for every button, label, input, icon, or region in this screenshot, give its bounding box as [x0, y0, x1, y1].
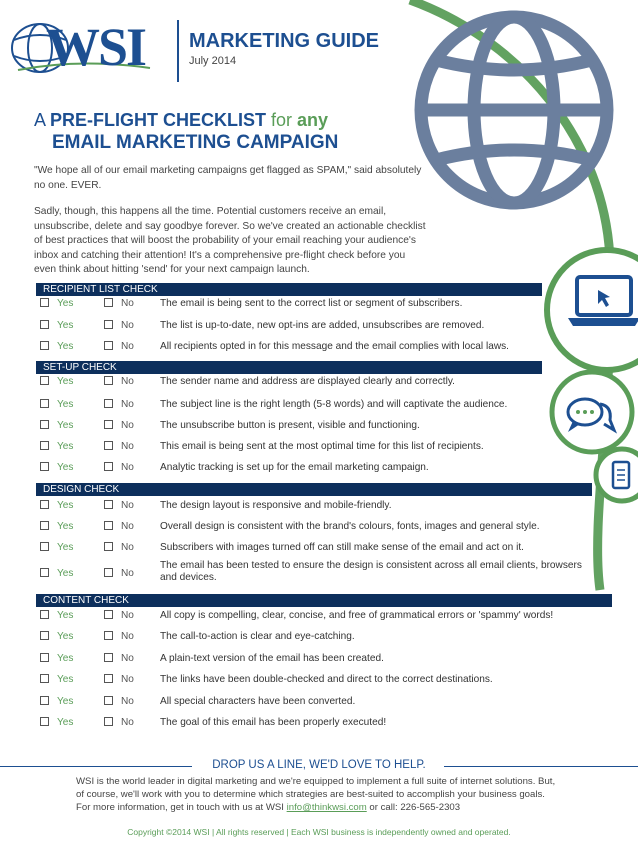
- checkbox-icon[interactable]: [40, 462, 49, 471]
- no-label: No: [121, 420, 134, 431]
- yes-label: Yes: [57, 399, 74, 410]
- checklist-row: [40, 372, 600, 392]
- copyright: Copyright ©2014 WSI | All rights reserved | Each WSI business is independently owned and operated.: [127, 827, 511, 837]
- yes-option[interactable]: [40, 670, 73, 690]
- yes-label: Yes: [57, 542, 74, 553]
- section-header: DESIGN CHECK: [36, 483, 592, 496]
- no-option[interactable]: [104, 294, 134, 314]
- checklist-row: [40, 517, 600, 537]
- globe-icon: [421, 17, 607, 203]
- checkbox-icon[interactable]: [40, 376, 49, 385]
- checklist-row: [40, 649, 600, 669]
- checklist-row: [40, 395, 600, 415]
- checklist-item-text: This email is being sent at the most optimal time for this list of recipients.: [160, 441, 484, 452]
- intro-quote: "We hope all of our email marketing campaigns get flagged as SPAM," said absolutely no one. EVER.: [34, 165, 422, 191]
- no-option[interactable]: [104, 416, 134, 436]
- headline-any: any: [297, 110, 329, 130]
- yes-option[interactable]: [40, 517, 73, 537]
- checklist-item-text: The email has been tested to ensure the design is consistent across all email clients, browsers and devices.: [160, 560, 582, 583]
- yes-label: Yes: [57, 674, 74, 685]
- checkbox-icon[interactable]: [104, 521, 113, 530]
- no-option[interactable]: [104, 692, 134, 712]
- yes-label: Yes: [57, 696, 74, 707]
- phone-circle: [596, 449, 638, 501]
- yes-option[interactable]: [40, 496, 73, 516]
- yes-option[interactable]: [40, 713, 73, 733]
- checklist-row: [40, 560, 600, 584]
- checkbox-icon[interactable]: [104, 399, 113, 408]
- yes-option[interactable]: [40, 564, 73, 584]
- checklist-item-text: All recipients opted in for this message and the email complies with local laws.: [160, 341, 509, 352]
- no-option[interactable]: [104, 713, 134, 733]
- no-label: No: [121, 462, 134, 473]
- checkbox-icon[interactable]: [40, 420, 49, 429]
- no-label: No: [121, 521, 134, 532]
- checkbox-icon[interactable]: [40, 696, 49, 705]
- checklist-item-text: All special characters have been converted.: [160, 696, 356, 707]
- checkbox-icon[interactable]: [104, 441, 113, 450]
- yes-option[interactable]: [40, 416, 73, 436]
- headline-bold: PRE-FLIGHT CHECKLIST: [50, 110, 267, 130]
- checkbox-icon[interactable]: [104, 298, 113, 307]
- no-option[interactable]: [104, 316, 134, 336]
- section-header: SET-UP CHECK: [36, 361, 542, 374]
- yes-label: Yes: [57, 341, 74, 352]
- footer-phone: or call: 226-565-2303: [366, 802, 461, 813]
- mobile-phone-icon: [613, 462, 629, 488]
- checklist-item-text: The subject line is the right length (5-8 words) and will captivate the audience.: [160, 399, 508, 410]
- no-option[interactable]: [104, 437, 134, 457]
- yes-label: Yes: [57, 320, 74, 331]
- checklist-row: [40, 670, 600, 690]
- no-option[interactable]: [104, 337, 134, 357]
- header-divider: [177, 20, 179, 82]
- checkbox-icon[interactable]: [104, 610, 113, 619]
- footer-text: WSI is the world leader in digital marketing and we're equipped to implement a full suite of internet solutions. But, of course, we'll work with you to determine which strategies are best-suited to accomplish your business goals. For more information, get in touch with us at WSI: [76, 776, 556, 813]
- yes-label: Yes: [57, 441, 74, 452]
- checkbox-icon[interactable]: [40, 341, 49, 350]
- yes-option[interactable]: [40, 627, 73, 647]
- checklist-item-text: All copy is compelling, clear, concise, and free of grammatical errors or 'spammy' words!: [160, 610, 554, 621]
- checkbox-icon[interactable]: [104, 420, 113, 429]
- checkbox-icon[interactable]: [40, 610, 49, 619]
- checkbox-icon[interactable]: [40, 653, 49, 662]
- checklist-item-text: The sender name and address are displayed clearly and correctly.: [160, 376, 455, 387]
- intro-body: Sadly, though, this happens all the time. Potential customers receive an email, unsubscribe, delete and say goodbye forever. So we've created an actionable checklist of best practices that will boost the probability of your email reaching your audience's inbox and catching their attention! It's a comprehensive pre-flight check before you even think about hitting 'send' for your next campaign launch.: [34, 206, 426, 275]
- checklist-row: [40, 627, 600, 647]
- no-label: No: [121, 696, 134, 707]
- yes-label: Yes: [57, 462, 74, 473]
- no-option[interactable]: [104, 627, 134, 647]
- yes-option[interactable]: [40, 437, 73, 457]
- no-label: No: [121, 674, 134, 685]
- checklist-row: [40, 337, 600, 357]
- no-label: No: [121, 376, 134, 387]
- checkbox-icon[interactable]: [40, 500, 49, 509]
- checklist-item-text: A plain-text version of the email has been created.: [160, 653, 384, 664]
- yes-option[interactable]: [40, 649, 73, 669]
- no-option[interactable]: [104, 564, 134, 584]
- checkbox-icon[interactable]: [104, 542, 113, 551]
- email-link[interactable]: info@thinkwsi.com: [286, 802, 367, 813]
- no-label: No: [121, 653, 134, 664]
- checklist-row: [40, 294, 600, 314]
- checkbox-icon[interactable]: [104, 631, 113, 640]
- no-option[interactable]: [104, 670, 134, 690]
- section-header: RECIPIENT LIST CHECK: [36, 283, 542, 296]
- checkbox-icon[interactable]: [104, 717, 113, 726]
- checklist-row: [40, 606, 600, 626]
- yes-option[interactable]: [40, 538, 73, 558]
- checkbox-icon[interactable]: [40, 568, 49, 577]
- footer-title: DROP US A LINE, WE'D LOVE TO HELP.: [212, 759, 426, 771]
- checklist-item-text: The design layout is responsive and mobile-friendly.: [160, 500, 392, 511]
- footer-body: [76, 775, 556, 814]
- checkbox-icon[interactable]: [40, 631, 49, 640]
- checkbox-icon[interactable]: [104, 462, 113, 471]
- checkbox-icon[interactable]: [40, 441, 49, 450]
- checkbox-icon[interactable]: [40, 542, 49, 551]
- checklist-item-text: Subscribers with images turned off can still make sense of the email and act on it.: [160, 542, 524, 553]
- checklist-row: [40, 416, 600, 436]
- checklist-item-text: The email is being sent to the correct list or segment of subscribers.: [160, 298, 463, 309]
- checklist-row: [40, 496, 600, 516]
- guide-title: MARKETING GUIDE: [189, 30, 379, 52]
- checklist-row: [40, 692, 600, 712]
- checkbox-icon[interactable]: [104, 341, 113, 350]
- checkbox-icon[interactable]: [104, 320, 113, 329]
- yes-option[interactable]: [40, 458, 73, 478]
- yes-option[interactable]: [40, 372, 73, 392]
- checkbox-icon[interactable]: [40, 298, 49, 307]
- yes-label: Yes: [57, 500, 74, 511]
- yes-label: Yes: [57, 610, 74, 621]
- no-option[interactable]: [104, 517, 134, 537]
- headline-line-2: EMAIL MARKETING CAMPAIGN: [52, 132, 339, 153]
- no-label: No: [121, 717, 134, 728]
- no-option[interactable]: [104, 538, 134, 558]
- checkbox-icon[interactable]: [40, 521, 49, 530]
- checklist-item-text: The list is up-to-date, new opt-ins are added, unsubscribes are removed.: [160, 320, 485, 331]
- yes-option[interactable]: [40, 316, 73, 336]
- checklist-item-text: The goal of this email has been properly executed!: [160, 717, 387, 728]
- yes-label: Yes: [57, 298, 74, 309]
- guide-date: July 2014: [189, 55, 237, 67]
- no-option[interactable]: [104, 372, 134, 392]
- yes-label: Yes: [57, 568, 74, 579]
- checkbox-icon[interactable]: [104, 500, 113, 509]
- checklist-item-text: The unsubscribe button is present, visible and functioning.: [160, 420, 420, 431]
- no-option[interactable]: [104, 649, 134, 669]
- no-option[interactable]: [104, 606, 134, 626]
- checklist-row: [40, 458, 600, 478]
- checkbox-icon[interactable]: [104, 696, 113, 705]
- checklist-item-text: Overall design is consistent with the brand's colours, fonts, images and general style.: [160, 521, 540, 532]
- checklist-row: [40, 713, 600, 733]
- yes-label: Yes: [57, 376, 74, 387]
- no-label: No: [121, 500, 134, 511]
- checkbox-icon[interactable]: [104, 674, 113, 683]
- yes-option[interactable]: [40, 337, 73, 357]
- checklist-row: [40, 538, 600, 558]
- no-label: No: [121, 298, 134, 309]
- no-label: No: [121, 542, 134, 553]
- yes-label: Yes: [57, 420, 74, 431]
- no-label: No: [121, 320, 134, 331]
- checklist-row: [40, 437, 600, 457]
- headline-prefix: A: [34, 110, 51, 130]
- no-label: No: [121, 631, 134, 642]
- no-option[interactable]: [104, 395, 134, 415]
- yes-label: Yes: [57, 631, 74, 642]
- yes-option[interactable]: [40, 606, 73, 626]
- headline-line-1: [34, 110, 328, 131]
- checkbox-icon[interactable]: [104, 653, 113, 662]
- no-label: No: [121, 610, 134, 621]
- checkbox-icon[interactable]: [40, 399, 49, 408]
- checklist-item-text: Analytic tracking is set up for the email marketing campaign.: [160, 462, 429, 473]
- no-option[interactable]: [104, 496, 134, 516]
- wsi-logo: WSI: [46, 17, 146, 77]
- yes-label: Yes: [57, 717, 74, 728]
- no-label: No: [121, 441, 134, 452]
- yes-option[interactable]: [40, 294, 73, 314]
- headline-for: for: [266, 110, 298, 130]
- checkbox-icon[interactable]: [40, 674, 49, 683]
- checkbox-icon[interactable]: [40, 717, 49, 726]
- no-label: No: [121, 568, 134, 579]
- yes-label: Yes: [57, 521, 74, 532]
- checkbox-icon[interactable]: [104, 376, 113, 385]
- checkbox-icon[interactable]: [104, 568, 113, 577]
- no-option[interactable]: [104, 458, 134, 478]
- no-label: No: [121, 341, 134, 352]
- yes-option[interactable]: [40, 692, 73, 712]
- section-header: CONTENT CHECK: [36, 594, 612, 607]
- checklist-row: [40, 316, 600, 336]
- yes-option[interactable]: [40, 395, 73, 415]
- checkbox-icon[interactable]: [40, 320, 49, 329]
- checklist-item-text: The call-to-action is clear and eye-catching.: [160, 631, 355, 642]
- checklist-item-text: The links have been double-checked and direct to the correct destinations.: [160, 674, 493, 685]
- no-label: No: [121, 399, 134, 410]
- yes-label: Yes: [57, 653, 74, 664]
